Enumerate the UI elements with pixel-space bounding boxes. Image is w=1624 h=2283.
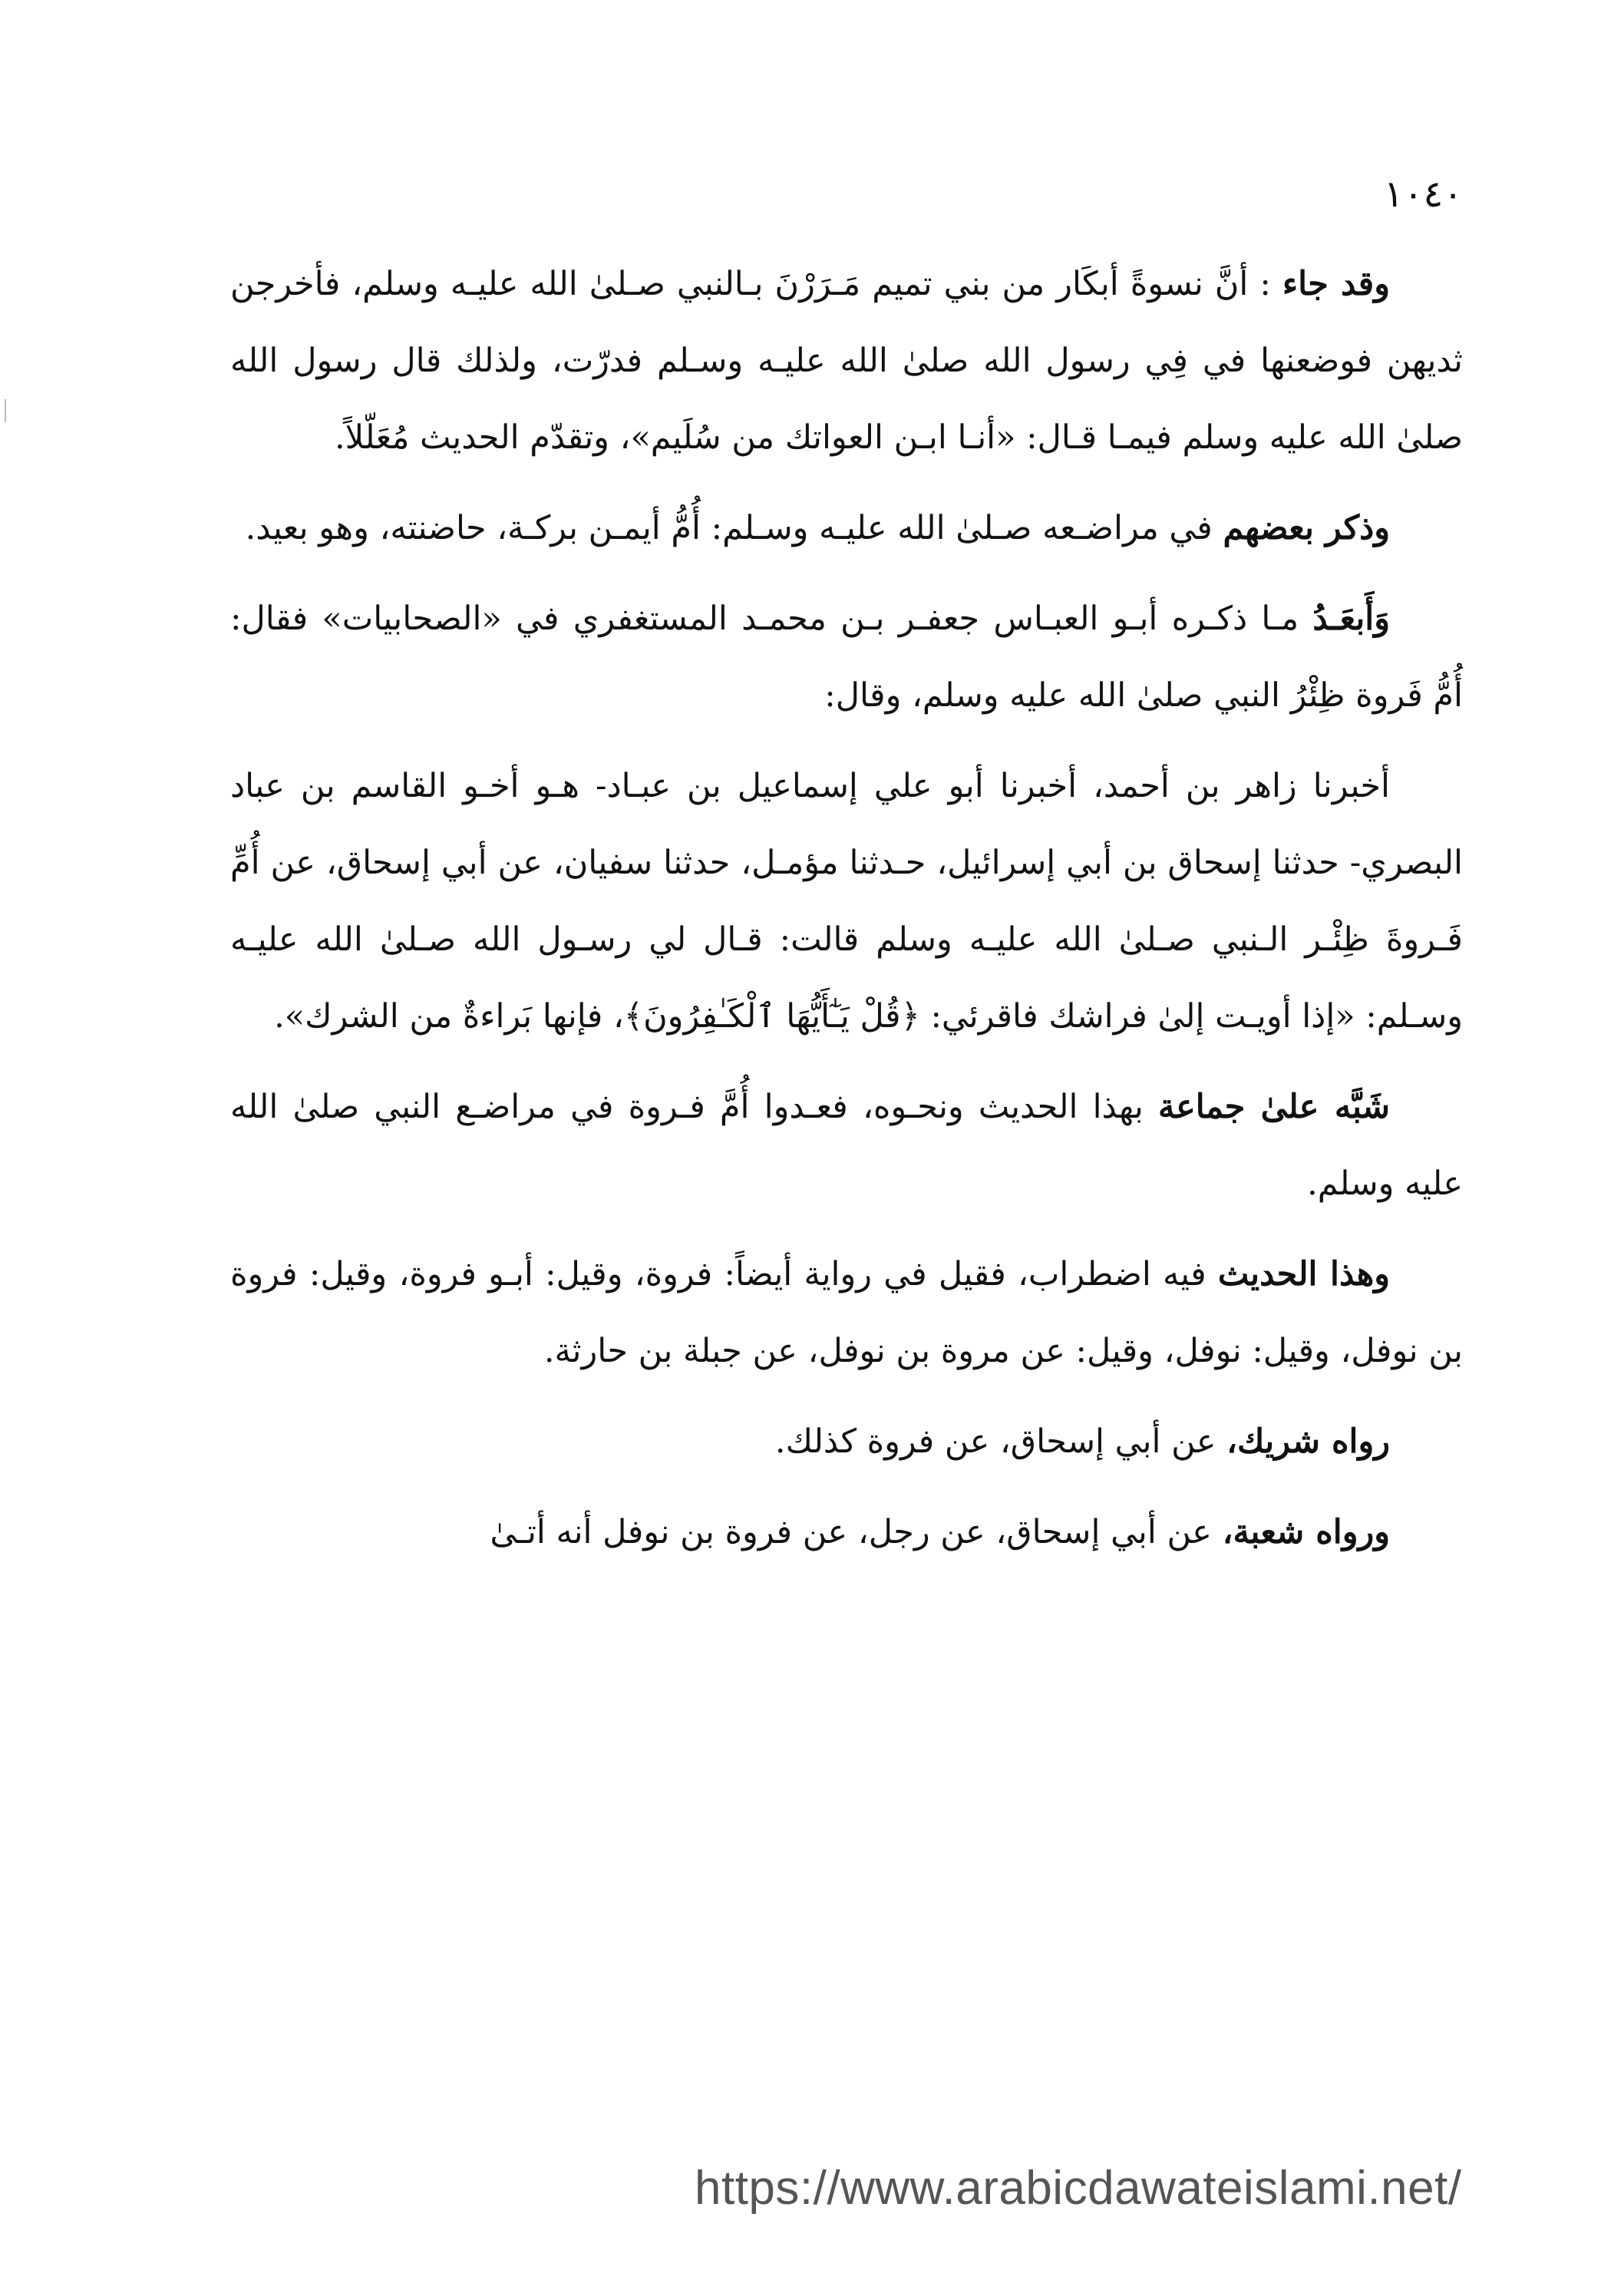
paragraph-lead: ورواه شعبة، xyxy=(1222,1513,1390,1551)
paragraph xyxy=(230,246,1463,476)
paragraph-text: عن أبي إسحاق، عن رجل، عن فروة بن نوفل أنه أتـىٰ xyxy=(490,1513,1212,1551)
paragraph xyxy=(230,748,1463,1055)
paragraph-lead: وذكر بعضهم xyxy=(1223,509,1390,547)
paragraph-lead: رواه شريك، xyxy=(1226,1422,1390,1461)
paragraph xyxy=(230,490,1463,567)
paragraph-text: أخبرنا زاهر بن أحمد، أخبرنا أبو علي إسماعيل بن عبـاد- هـو أخـو القاسم بن عباد البصري- حدثنا إسحاق بن أبي إسرائيل، حـدثنا مؤمـل، حدثنا سفيان، عن أبي إسحاق، عن أُمِّ فَـروةَ ظِئْـر الـنبي صـلىٰ الله عليـه وسلم قالت: قـال لي رسـول الله صـلىٰ الله عليـه وسـلم: «إذا أويـت إلىٰ فراشك فاقرئي: ﴿قُلْ يَـٰٓأَيُّهَا ٱلْكَـٰفِرُونَ﴾، فإنها بَراءةٌ من الشرك». xyxy=(230,767,1463,1036)
paragraph-lead: شَبَّه علىٰ جماعة xyxy=(1158,1088,1390,1126)
paragraph xyxy=(230,1403,1463,1480)
paragraph-text: مـا ذكـره أبـو العبـاس جعفـر بـن محمـد المستغفري في «الصحابيات» فقال: أُمُّ فَروة ظِئْرُ النبي صلىٰ الله عليه وسلم، وقال: xyxy=(230,600,1463,715)
paragraph-lead: وَأَبعَـدُ xyxy=(1312,600,1390,638)
paragraph xyxy=(230,1236,1463,1389)
paragraph xyxy=(230,1494,1463,1571)
paragraph-lead: وقد جاء xyxy=(1282,265,1390,303)
paragraph-text: عن أبي إسحاق، عن فروة كذلك. xyxy=(774,1422,1216,1461)
paragraph-lead: وهذا الحديث xyxy=(1217,1255,1391,1293)
paragraph-text: فيه اضطراب، فقيل في رواية أيضاً: فروة، وقيل: أبـو فروة، وقيل: فروة بن نوفل، وقيل: نوفل، وقيل: عن مروة بن نوفل، عن جبلة بن حارثة. xyxy=(230,1255,1463,1370)
paragraph xyxy=(230,580,1463,734)
scan-edge-mark xyxy=(5,399,6,422)
website-watermark: https://www.arabicdawateislami.net/ xyxy=(695,2162,1462,2215)
paragraph xyxy=(230,1069,1463,1222)
paragraph-text: : أنَّ نسوةً أبكَار من بني تميم مَـرَرْنَ بـالنبي صـلىٰ الله عليـه وسلم، فأخرجن ثديهن فوضعنها في فِي رسول الله صلىٰ الله عليـه وسـلم فدرّت، ولذلك قال رسول الله صلىٰ الله عليه وسلم فيمـا قـال: «أنـا ابـن العواتك من سُلَيم»، وتقدّم الحديث مُعَلّلاً. xyxy=(230,265,1463,457)
page-number: ١٠٤٠ xyxy=(1383,173,1463,216)
paragraph-text: بهذا الحديث ونحـوه، فعـدوا أُمَّ فـروة في مراضـع النبي صلىٰ الله عليه وسلم. xyxy=(230,1088,1463,1203)
body-text xyxy=(230,246,1463,1584)
paragraph-text: في مراضـعه صـلىٰ الله عليـه وسـلم: أُمُّ أيمـن بركـة، حاضنته، وهو بعيد. xyxy=(245,509,1213,547)
